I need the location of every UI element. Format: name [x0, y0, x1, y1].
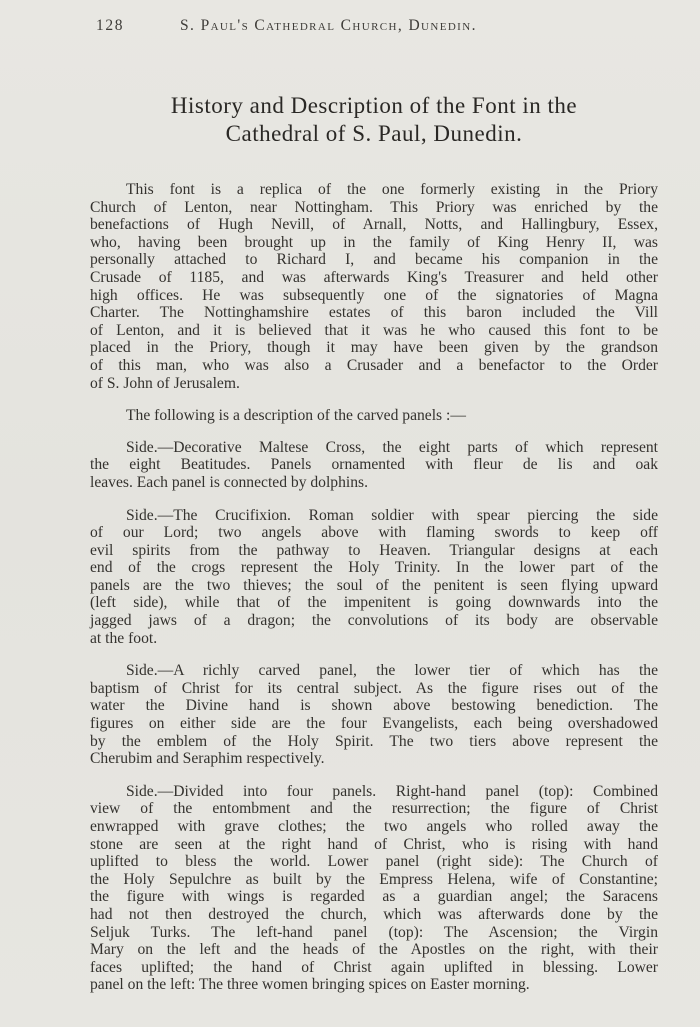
text-line: personally attached to Richard I, and became his companion in the [90, 251, 658, 269]
text-line: the figure with wings is regarded as a guardian angel; the Saracens [90, 888, 658, 906]
text-line: figures on either side are the four Evangelists, each being overshadowed [90, 715, 658, 733]
text-line: Seljuk Turks. The left-hand panel (top): The Ascension; the Virgin [90, 923, 658, 941]
text-line: Mary on the left and the heads of the Apostles on the right, with their [90, 941, 658, 959]
running-head [90, 17, 658, 41]
text-line: Charter. The Nottinghamshire estates of this baron included the Vill [90, 304, 658, 322]
paragraph [90, 439, 658, 492]
text-line: uplifted to bless the world. Lower panel (right side): The Church of [90, 853, 658, 871]
text-line: Side.—The Crucifixion. Roman soldier with spear piercing the side [126, 506, 658, 524]
text-line: Cherubim and Seraphim respectively. [90, 750, 325, 768]
text-line: stone are seen at the right hand of Christ, who is rising with hand [90, 835, 658, 853]
page-number: 128 [96, 17, 125, 34]
body-text [90, 181, 658, 994]
text-line: faces uplifted; the hand of Christ again uplifted in blessing. Lower [90, 958, 658, 976]
title-line-2: Cathedral of S. Paul, Dunedin. [225, 121, 523, 146]
paragraph [90, 662, 658, 768]
text-line: the Holy Sepulchre as built by the Empress Helena, wife of Constantine; [90, 870, 658, 888]
text-line: high offices. He was subsequently one of the signatories of Magna [90, 286, 658, 304]
text-line: by the emblem of the Holy Spirit. The two tiers above represent the [90, 732, 658, 750]
text-line: enwrapped with grave clothes; the two angels who rolled away the [90, 818, 658, 835]
running-title: S. Paul's Cathedral Church, Dunedin. [180, 17, 477, 34]
title-line-1: History and Description of the Font in the [170, 93, 578, 118]
text-line: evil spirits from the pathway to Heaven. Triangular designs at each [90, 541, 658, 559]
paragraph [90, 181, 658, 392]
intro-paragraph [90, 407, 658, 425]
text-line: Crusade of 1185, and was afterwards King's Treasurer and held other [90, 268, 658, 286]
text-line: (left side), while that of the impenitent is going downwards into the [90, 594, 658, 612]
text-line: water the Divine hand is shown above bestowing benediction. The [90, 697, 658, 715]
text-line: panels are the two thieves; the soul of the penitent is seen flying upward [90, 576, 658, 594]
text-line: of our Lord; two angels above with flaming swords to keep off [90, 524, 658, 542]
text-line: panel on the left: The three women bringing spices on Easter morning. [90, 976, 530, 994]
text-line: had not then destroyed the church, which was afterwards done by the [90, 905, 658, 923]
text-line: at the foot. [90, 629, 158, 647]
text-line: jagged jaws of a dragon; the convolutions of its body are observable [90, 612, 658, 630]
text-line: Side.—A richly carved panel, the lower tier of which has the [126, 662, 658, 680]
text-line: Side.—Divided into four panels. Right-hand panel (top): Combined [126, 782, 658, 800]
text-line: who, having been brought up in the family of King Henry II, was [90, 233, 658, 251]
paragraph [90, 783, 658, 994]
text-line: baptism of Christ for its central subject. As the figure rises out of the [90, 679, 658, 697]
text-line: of this man, who was also a Crusader and a benefactor to the Order [90, 356, 658, 374]
text-line: This font is a replica of the one formerly existing in the Priory [126, 181, 658, 198]
text-line: placed in the Priory, though it may have been given by the grandson [90, 339, 658, 357]
paragraph [90, 507, 658, 648]
text-line: Church of Lenton, near Nottingham. This Priory was enriched by the [90, 198, 658, 216]
text-line: The following is a description of the carved panels :— [126, 407, 466, 425]
text-line: view of the entombment and the resurrection; the figure of Christ [90, 800, 658, 818]
text-line: Side.—Decorative Maltese Cross, the eight parts of which represent [126, 438, 658, 456]
text-line: end of the crogs represent the Holy Trinity. In the lower part of the [90, 559, 658, 577]
text-line: benefactions of Hugh Nevill, of Arnall, Notts, and Hallingbury, Essex, [90, 216, 658, 234]
page-title [90, 92, 658, 148]
text-line: of Lenton, and it is believed that it was he who caused this font to be [90, 321, 658, 339]
text-line: leaves. Each panel is connected by dolphins. [90, 473, 368, 491]
text-line: of S. John of Jerusalem. [90, 374, 240, 392]
text-line: the eight Beatitudes. Panels ornamented with fleur de lis and oak [90, 456, 658, 474]
